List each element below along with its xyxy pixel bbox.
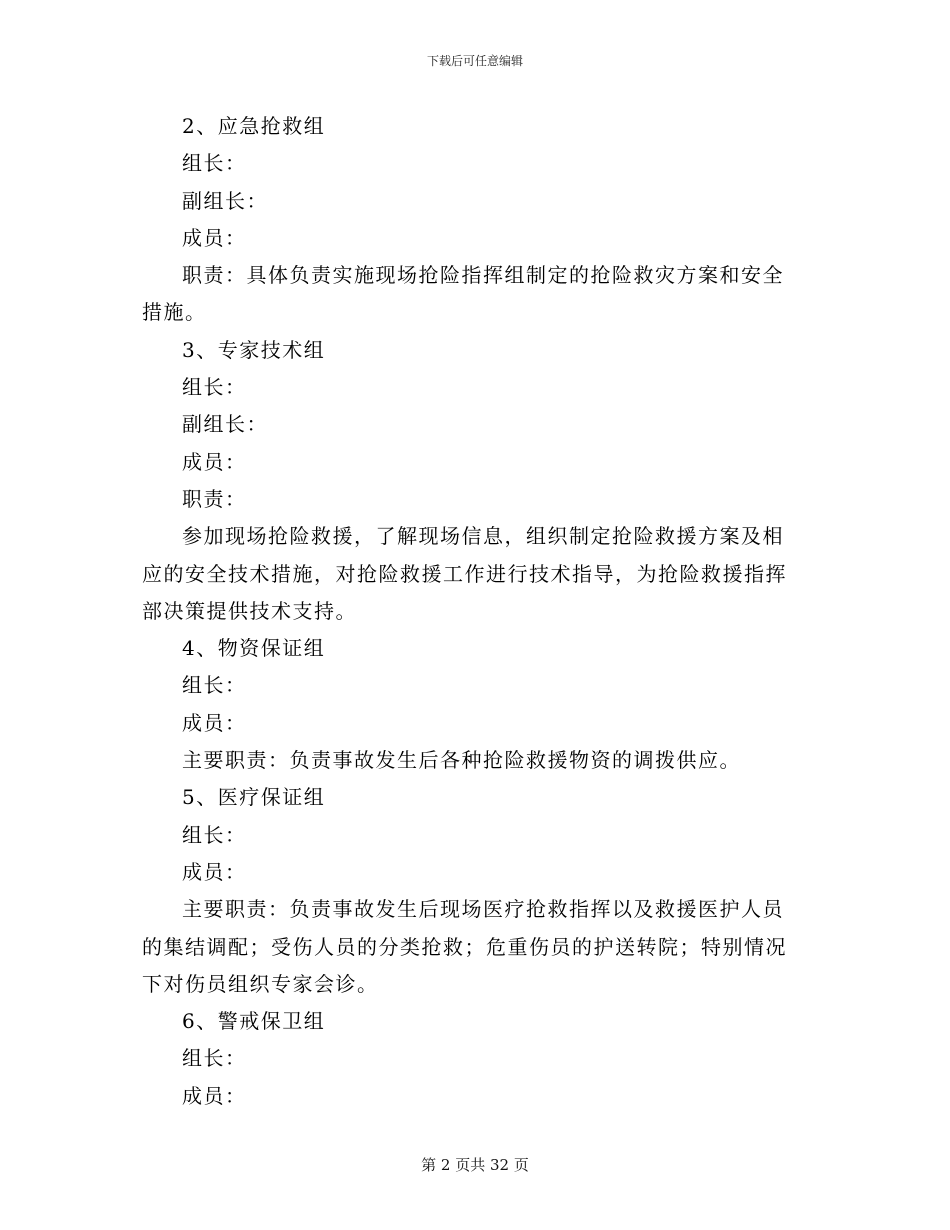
field-leader: 组长： (182, 151, 247, 176)
duty-paragraph: 主要职责：负责事故发生后现场医疗抢救指挥以及救援医护人员的集结调配；受伤人员的分类抢救；危重伤员的护送转院；特别情况下对伤员组织专家会诊。 (142, 897, 787, 996)
field-leader: 组长： (182, 1046, 247, 1071)
field-leader: 组长： (182, 673, 247, 698)
page-footer: 第 2 页共 32 页 (421, 1156, 529, 1174)
field-members: 成员： (182, 1083, 247, 1108)
field-members: 成员： (182, 859, 247, 884)
duty-paragraph: 主要职责：负责事故发生后各种抢险救援物资的调拨供应。 (182, 748, 741, 773)
section-heading-expert-tech: 3、专家技术组 (182, 337, 326, 362)
document-body (142, 108, 802, 1115)
field-members: 成员： (182, 710, 247, 735)
section-heading-medical: 5、医疗保证组 (182, 785, 326, 810)
duty-paragraph: 参加现场抢险救援，了解现场信息，组织制定抢险救援方案及相应的安全技术措施，对抢险救援工作进行技术指导，为抢险救援指挥部决策提供技术支持。 (142, 524, 787, 623)
section-heading-security: 6、警戒保卫组 (182, 1009, 326, 1034)
duty-paragraph: 职责：具体负责实施现场抢险指挥组制定的抢险救灾方案和安全措施。 (142, 263, 784, 325)
page-header: 下载后可任意编辑 (426, 54, 523, 68)
field-members: 成员： (182, 225, 247, 250)
field-deputy-leader: 副组长： (182, 412, 268, 437)
field-deputy-leader: 副组长： (182, 188, 268, 213)
field-duty: 职责： (182, 486, 247, 511)
section-heading-emergency-rescue: 2、应急抢救组 (182, 114, 326, 138)
field-leader: 组长： (182, 822, 247, 847)
field-members: 成员： (182, 449, 247, 474)
section-heading-materials: 4、物资保证组 (182, 636, 326, 661)
field-leader: 组长： (182, 375, 247, 400)
